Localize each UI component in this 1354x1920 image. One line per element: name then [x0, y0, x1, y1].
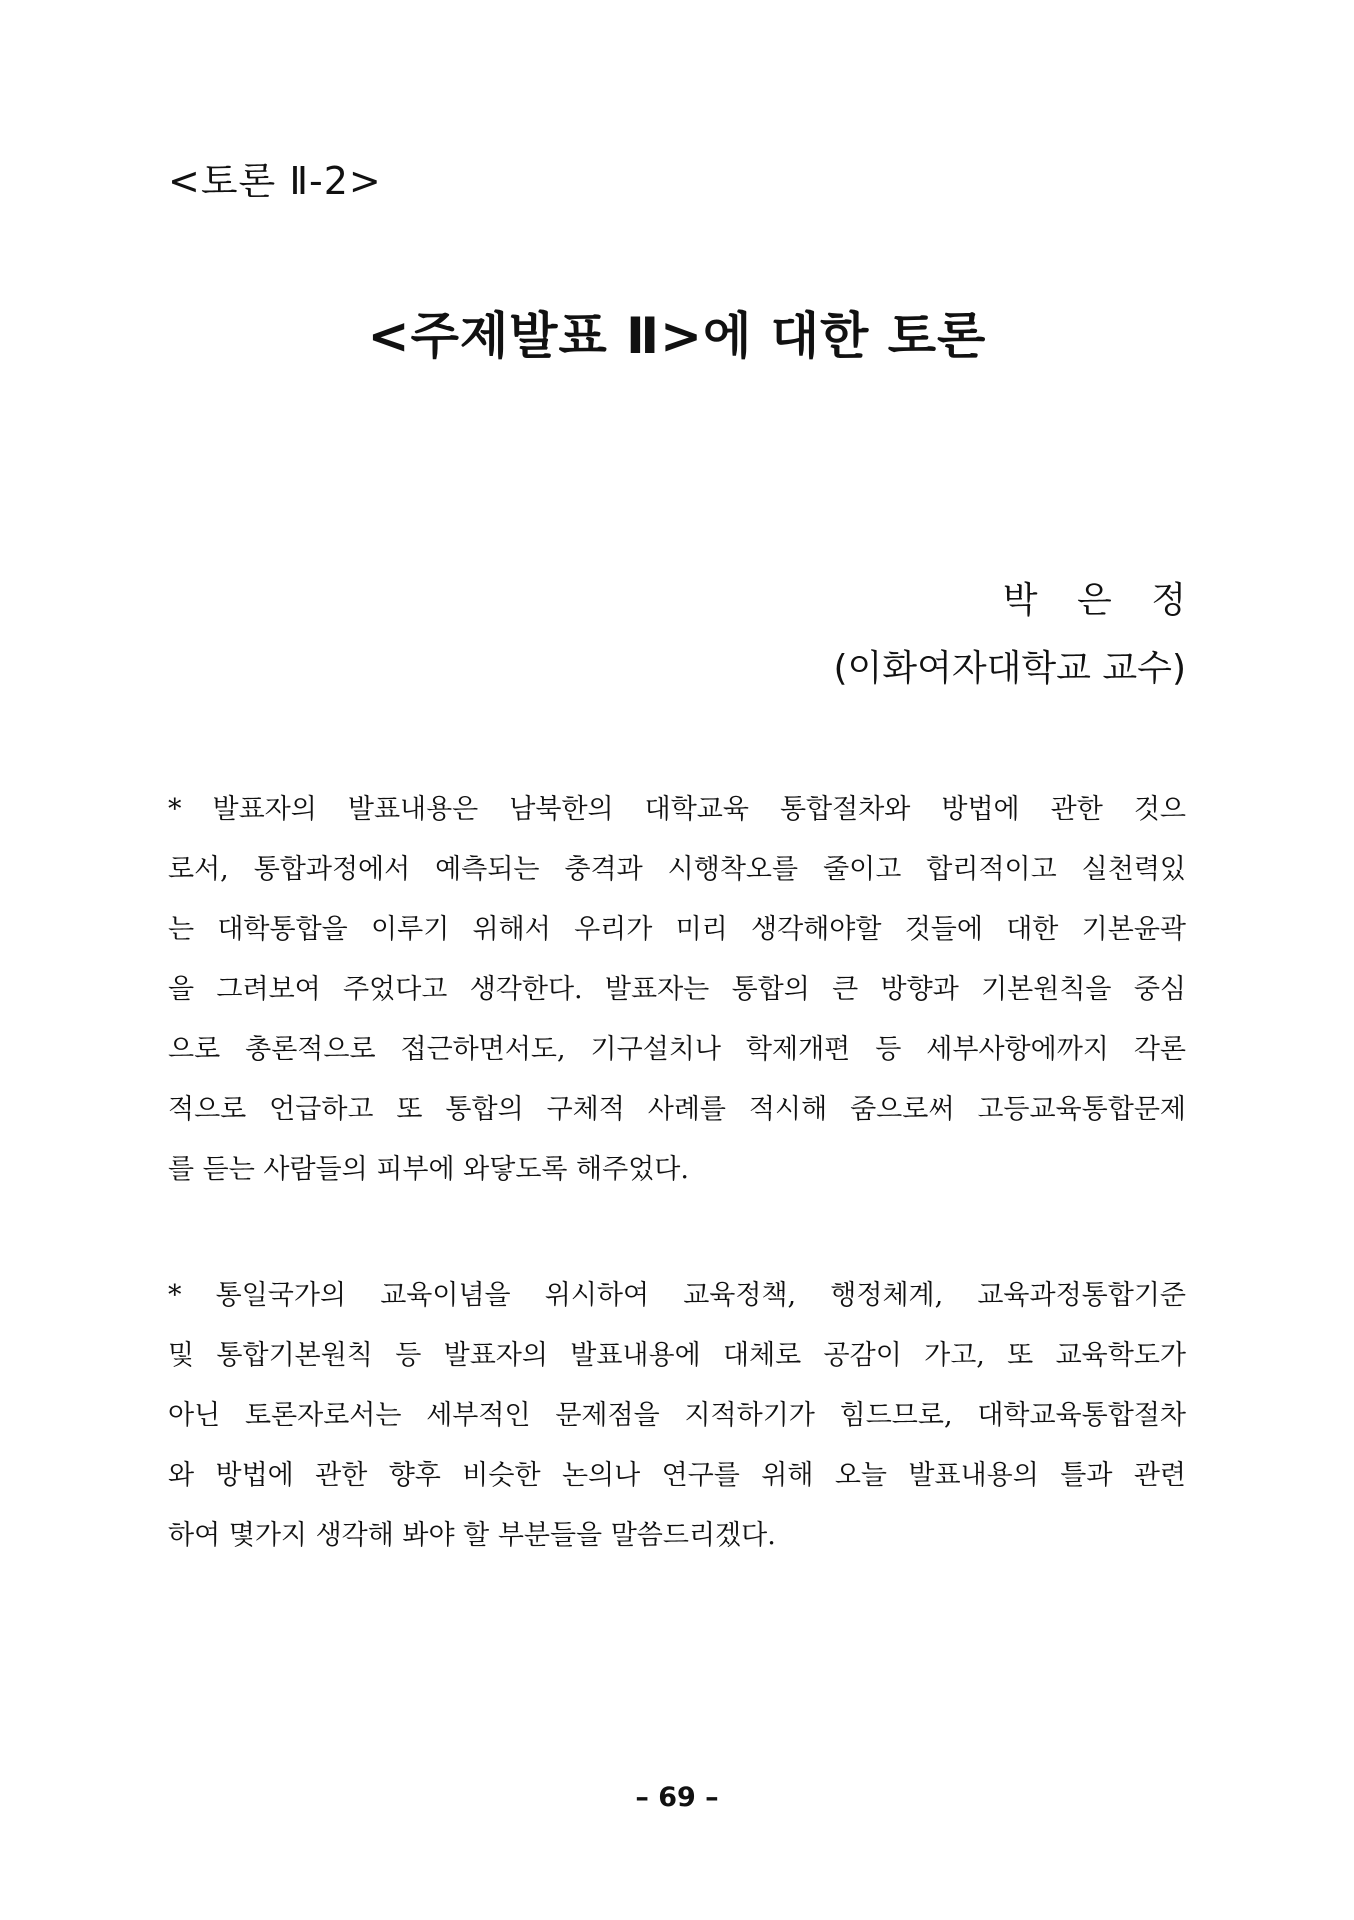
paragraph-line: 를 듣는 사람들의 피부에 와닿도록 해주었다. [168, 1154, 689, 1185]
paragraph-line: 아닌 토론자로서는 세부적인 문제점을 지적하기가 힘드므로, 대학교육통합절차 [168, 1400, 1186, 1431]
paragraph-line: 으로 총론적으로 접근하면서도, 기구설치나 학제개편 등 세부사항에까지 각론 [168, 1034, 1186, 1065]
author-affiliation: (이화여자대학교 교수) [833, 648, 1186, 689]
paragraph-line: 하여 몇가지 생각해 봐야 할 부분들을 말씀드리겠다. [168, 1520, 776, 1551]
paragraph-line: 는 대학통합을 이루기 위해서 우리가 미리 생각해야할 것들에 대한 기본윤곽 [168, 914, 1186, 945]
paragraph-line: 와 방법에 관한 향후 비슷한 논의나 연구를 위해 오늘 발표내용의 틀과 관련 [168, 1460, 1186, 1491]
paragraph-line: * 발표자의 발표내용은 남북한의 대학교육 통합절차와 방법에 관한 것으 [168, 794, 1186, 825]
author-block [833, 574, 1200, 696]
page-number: – 69 – [635, 1782, 719, 1813]
paragraph-2 [168, 1266, 1186, 1566]
paragraph-line: 및 통합기본원칙 등 발표자의 발표내용에 대체로 공감이 가고, 또 교육학도가 [168, 1340, 1186, 1371]
paragraph-1 [168, 780, 1186, 1200]
paragraph-line: 로서, 통합과정에서 예측되는 충격과 시행착오를 줄이고 합리적이고 실천력있 [168, 854, 1186, 885]
author-name: 박 은 정 [1002, 580, 1200, 621]
paragraph-line: 적으로 언급하고 또 통합의 구체적 사례를 적시해 줌으로써 고등교육통합문제 [168, 1094, 1186, 1125]
document-title: <주제발표 Ⅱ>에 대한 토론 [367, 307, 987, 365]
section-label: <토론 Ⅱ-2> [168, 159, 382, 203]
paragraph-line: * 통일국가의 교육이념을 위시하여 교육정책, 행정체계, 교육과정통합기준 [168, 1280, 1186, 1311]
paragraph-line: 을 그려보여 주었다고 생각한다. 발표자는 통합의 큰 방향과 기본원칙을 중심 [168, 974, 1186, 1005]
